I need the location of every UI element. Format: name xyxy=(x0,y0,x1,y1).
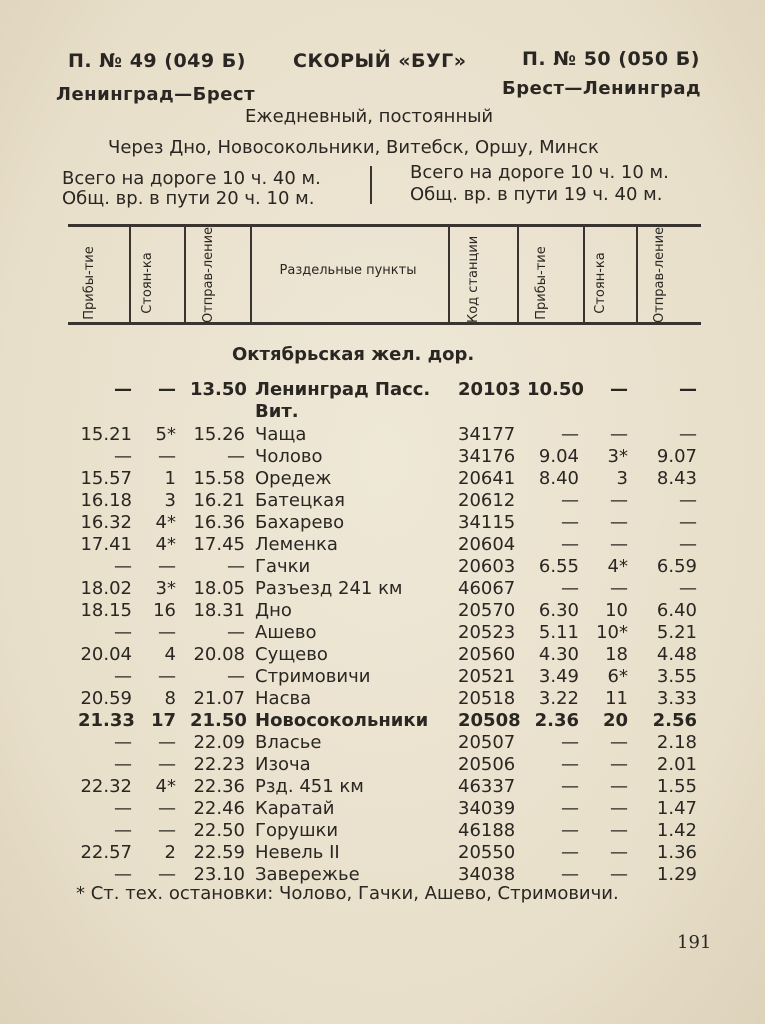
cell-arrival: — xyxy=(114,754,132,775)
cell-arrival: 16.32 xyxy=(80,512,132,533)
right-total-road: Всего на дороге 10 ч. 10 м. xyxy=(410,162,669,183)
schedule-type: Ежедневный, постоянный xyxy=(245,106,494,127)
cell-departure: — xyxy=(227,666,245,687)
cell-station-name: Завережье xyxy=(255,864,360,885)
cell-station-code: 20506 xyxy=(458,754,516,775)
cell-stop-return: 6* xyxy=(607,666,628,687)
cell-departure-return: — xyxy=(679,424,697,445)
cell-stop-return: 10 xyxy=(605,600,628,621)
cell-arrival-return: 3.22 xyxy=(538,688,579,709)
table-row xyxy=(0,534,765,556)
cell-arrival-return: — xyxy=(561,864,579,885)
cell-station-code: 46188 xyxy=(458,820,516,841)
cell-stop: 2 xyxy=(164,842,176,863)
col-header-stop-return: Стоян-ка xyxy=(593,252,608,314)
cell-arrival-return: — xyxy=(561,578,579,599)
cell-departure: 17.45 xyxy=(193,534,245,555)
col-divider xyxy=(583,226,585,324)
cell-stop: 4* xyxy=(155,534,176,555)
cell-departure-return: 2.56 xyxy=(652,710,697,731)
cell-arrival-return: — xyxy=(561,732,579,753)
table-row xyxy=(0,842,765,864)
cell-departure-return: — xyxy=(679,512,697,533)
cell-departure-return: 2.18 xyxy=(656,732,697,753)
right-total-trip: Общ. вр. в пути 19 ч. 40 м. xyxy=(410,184,663,205)
cell-stop: — xyxy=(158,446,176,467)
cell-stop-return: — xyxy=(610,820,628,841)
cell-arrival: 22.32 xyxy=(80,776,132,797)
cell-arrival-return: 6.55 xyxy=(538,556,579,577)
cell-station-code: 34039 xyxy=(458,798,516,819)
cell-departure-return: 6.59 xyxy=(656,556,697,577)
cell-station-name: Гачки xyxy=(255,556,311,577)
cell-station-name: Каратай xyxy=(255,798,335,819)
table-row xyxy=(0,556,765,578)
cell-station-name: Разъезд 241 км xyxy=(255,578,403,599)
cell-stop-return: — xyxy=(610,776,628,797)
cell-arrival: 20.59 xyxy=(80,688,132,709)
col-divider xyxy=(636,226,638,324)
cell-arrival-return: 10.50 xyxy=(527,379,584,400)
col-header-arrival: Прибы-тие xyxy=(82,246,97,320)
table-row xyxy=(0,401,765,423)
cell-arrival-return: — xyxy=(561,490,579,511)
cell-stop: 4* xyxy=(155,512,176,533)
cell-station-code: 20103 xyxy=(458,379,521,400)
col-header-points: Раздельные пункты xyxy=(279,263,417,278)
cell-arrival: 20.04 xyxy=(80,644,132,665)
cell-departure-return: 4.48 xyxy=(656,644,697,665)
cell-departure-return: 1.36 xyxy=(656,842,697,863)
table-row xyxy=(0,622,765,644)
cell-arrival-return: 8.40 xyxy=(538,468,579,489)
cell-departure-return: 1.42 xyxy=(656,820,697,841)
cell-station-name: Оредеж xyxy=(255,468,332,489)
cell-station-code: 20521 xyxy=(458,666,516,687)
left-route: Ленинград—Брест xyxy=(56,84,256,105)
cell-arrival-return: 9.04 xyxy=(538,446,579,467)
cell-departure: 18.31 xyxy=(193,600,245,621)
cell-departure-return: — xyxy=(679,534,697,555)
cell-arrival: 16.18 xyxy=(80,490,132,511)
cell-station-name: Новосокольники xyxy=(255,710,429,731)
cell-station-name: Батецкая xyxy=(255,490,345,511)
cell-departure: 22.59 xyxy=(193,842,245,863)
cell-stop-return: — xyxy=(610,490,628,511)
cell-stop: 5* xyxy=(155,424,176,445)
cell-station-code: 20518 xyxy=(458,688,516,709)
cell-arrival: — xyxy=(114,556,132,577)
col-header-departure: Отправ-ление xyxy=(201,226,216,323)
railway-section-title: Октябрьская жел. дор. xyxy=(232,344,475,365)
cell-station-code: 46067 xyxy=(458,578,516,599)
left-train-number: П. № 49 (049 Б) xyxy=(68,50,246,72)
table-row xyxy=(0,512,765,534)
cell-station-code: 20603 xyxy=(458,556,516,577)
footnote: * Ст. тех. остановки: Чолово, Гачки, Ашево, Стримовичи. xyxy=(76,883,619,904)
col-divider xyxy=(184,226,186,324)
col-header-departure-return: Отправ-ление xyxy=(652,226,667,323)
cell-arrival: 21.33 xyxy=(78,710,135,731)
col-header-arrival-return: Прибы-тие xyxy=(534,246,549,320)
cell-departure-return: 1.55 xyxy=(656,776,697,797)
route-via: Через Дно, Новосокольники, Витебск, Оршу, Минск xyxy=(108,137,599,158)
table-row xyxy=(0,776,765,798)
cell-station-name: Чолово xyxy=(255,446,323,467)
cell-stop: 4 xyxy=(164,644,176,665)
cell-station-code: 20508 xyxy=(458,710,521,731)
cell-arrival: 17.41 xyxy=(80,534,132,555)
table-row xyxy=(0,710,765,732)
cell-station-name: Чаща xyxy=(255,424,307,445)
cell-departure: — xyxy=(227,622,245,643)
cell-arrival: 15.21 xyxy=(80,424,132,445)
cell-station-name: Леменка xyxy=(255,534,338,555)
cell-station-name: Дно xyxy=(255,600,292,621)
cell-stop: 17 xyxy=(150,710,176,731)
cell-station-code: 20570 xyxy=(458,600,516,621)
cell-departure: 22.46 xyxy=(193,798,245,819)
cell-departure-return: 1.47 xyxy=(656,798,697,819)
cell-station-name: Власье xyxy=(255,732,322,753)
cell-departure-return: 6.40 xyxy=(656,600,697,621)
col-divider xyxy=(250,226,252,324)
table-row xyxy=(0,732,765,754)
cell-departure-return: 3.33 xyxy=(656,688,697,709)
cell-arrival-return: — xyxy=(561,820,579,841)
cell-stop-return: 3* xyxy=(607,446,628,467)
cell-departure: 22.36 xyxy=(193,776,245,797)
cell-arrival: — xyxy=(114,798,132,819)
cell-departure: 15.26 xyxy=(193,424,245,445)
cell-station-name: Изоча xyxy=(255,754,311,775)
left-total-trip: Общ. вр. в пути 20 ч. 10 м. xyxy=(62,188,315,209)
cell-stop: — xyxy=(158,556,176,577)
cell-arrival: — xyxy=(114,446,132,467)
table-row xyxy=(0,578,765,600)
cell-station-name: Насва xyxy=(255,688,312,709)
cell-station-name: Горушки xyxy=(255,820,339,841)
cell-departure-return: 1.29 xyxy=(656,864,697,885)
cell-station-code: 34038 xyxy=(458,864,516,885)
cell-station-code: 46337 xyxy=(458,776,516,797)
cell-departure: — xyxy=(227,446,245,467)
cell-stop-return: — xyxy=(610,754,628,775)
cell-stop-return: — xyxy=(610,578,628,599)
cell-stop: — xyxy=(158,754,176,775)
cell-arrival: — xyxy=(114,732,132,753)
table-row xyxy=(0,446,765,468)
col-header-stop: Стоян-ка xyxy=(140,252,155,314)
cell-stop-return: 3 xyxy=(616,468,628,489)
cell-stop: — xyxy=(158,820,176,841)
cell-station-code: 20612 xyxy=(458,490,516,511)
cell-departure: 21.50 xyxy=(190,710,247,731)
cell-station-name: Невель II xyxy=(255,842,340,863)
right-route: Брест—Ленинград xyxy=(502,78,702,99)
cell-stop: 1 xyxy=(164,468,176,489)
cell-stop-return: — xyxy=(610,798,628,819)
right-train-number: П. № 50 (050 Б) xyxy=(522,48,700,70)
cell-stop: 16 xyxy=(153,600,176,621)
cell-stop-return: 18 xyxy=(605,644,628,665)
cell-stop: — xyxy=(158,798,176,819)
left-total-road: Всего на дороге 10 ч. 40 м. xyxy=(62,168,321,189)
cell-station-code: 20507 xyxy=(458,732,516,753)
cell-station-code: 34177 xyxy=(458,424,516,445)
cell-arrival-return: — xyxy=(561,842,579,863)
cell-arrival-return: — xyxy=(561,798,579,819)
cell-arrival: — xyxy=(114,622,132,643)
cell-stop: — xyxy=(158,379,176,400)
cell-arrival-return: — xyxy=(561,512,579,533)
cell-departure-return: 5.21 xyxy=(656,622,697,643)
cell-arrival: 18.15 xyxy=(80,600,132,621)
table-row xyxy=(0,600,765,622)
cell-stop: 3* xyxy=(155,578,176,599)
table-row xyxy=(0,379,765,401)
cell-station-code: 34176 xyxy=(458,446,516,467)
cell-arrival: 18.02 xyxy=(80,578,132,599)
cell-station-name: Стримовичи xyxy=(255,666,371,687)
cell-station-code: 20641 xyxy=(458,468,516,489)
cell-arrival-return: — xyxy=(561,534,579,555)
cell-station-code: 34115 xyxy=(458,512,516,533)
cell-stop-return: 10* xyxy=(596,622,628,643)
cell-station-code: 20604 xyxy=(458,534,516,555)
cell-departure-return: 8.43 xyxy=(656,468,697,489)
cell-arrival: — xyxy=(114,379,132,400)
train-title: СКОРЫЙ «БУГ» xyxy=(293,50,467,72)
cell-departure: 20.08 xyxy=(193,644,245,665)
table-row xyxy=(0,820,765,842)
cell-arrival-return: 3.49 xyxy=(538,666,579,687)
cell-departure: 13.50 xyxy=(190,379,247,400)
cell-station-name: Бахарево xyxy=(255,512,345,533)
cell-departure: 22.50 xyxy=(193,820,245,841)
cell-stop-return: — xyxy=(610,424,628,445)
cell-arrival-return: 6.30 xyxy=(538,600,579,621)
col-divider xyxy=(448,226,450,324)
cell-station-name: Вит. xyxy=(255,401,299,422)
cell-stop: 8 xyxy=(164,688,176,709)
cell-stop-return: — xyxy=(610,534,628,555)
table-row xyxy=(0,644,765,666)
cell-departure-return: — xyxy=(679,490,697,511)
table-row xyxy=(0,424,765,446)
cell-station-code: 20550 xyxy=(458,842,516,863)
page-number: 191 xyxy=(677,932,712,953)
cell-departure: 23.10 xyxy=(193,864,245,885)
header-divider xyxy=(370,166,372,204)
cell-stop-return: 11 xyxy=(605,688,628,709)
cell-arrival: — xyxy=(114,864,132,885)
cell-station-code: 20523 xyxy=(458,622,516,643)
cell-station-name: Ленинград Пасс. xyxy=(255,379,431,400)
cell-departure: 16.21 xyxy=(193,490,245,511)
cell-arrival-return: — xyxy=(561,754,579,775)
cell-arrival: 22.57 xyxy=(80,842,132,863)
cell-stop: 4* xyxy=(155,776,176,797)
cell-departure: 18.05 xyxy=(193,578,245,599)
table-row xyxy=(0,666,765,688)
cell-station-name: Рзд. 451 км xyxy=(255,776,364,797)
cell-departure-return: — xyxy=(679,578,697,599)
cell-stop: — xyxy=(158,666,176,687)
cell-departure-return: 9.07 xyxy=(656,446,697,467)
cell-station-name: Сущево xyxy=(255,644,328,665)
cell-departure-return: 2.01 xyxy=(656,754,697,775)
col-divider xyxy=(129,226,131,324)
cell-arrival-return: — xyxy=(561,776,579,797)
cell-departure-return: 3.55 xyxy=(656,666,697,687)
table-row xyxy=(0,798,765,820)
cell-stop-return: — xyxy=(610,732,628,753)
cell-stop-return: — xyxy=(610,864,628,885)
cell-arrival: 15.57 xyxy=(80,468,132,489)
cell-station-code: 20560 xyxy=(458,644,516,665)
cell-departure-return: — xyxy=(679,379,697,400)
cell-stop-return: — xyxy=(610,842,628,863)
table-row xyxy=(0,468,765,490)
cell-arrival: — xyxy=(114,820,132,841)
cell-departure: 16.36 xyxy=(193,512,245,533)
cell-stop-return: 20 xyxy=(602,710,628,731)
cell-stop: — xyxy=(158,864,176,885)
cell-arrival: — xyxy=(114,666,132,687)
table-row xyxy=(0,490,765,512)
cell-arrival-return: — xyxy=(561,424,579,445)
cell-station-name: Ашево xyxy=(255,622,317,643)
col-divider xyxy=(517,226,519,324)
cell-stop-return: — xyxy=(610,512,628,533)
cell-arrival-return: 4.30 xyxy=(538,644,579,665)
cell-stop: 3 xyxy=(164,490,176,511)
cell-departure: 22.23 xyxy=(193,754,245,775)
cell-departure: 21.07 xyxy=(193,688,245,709)
table-top-rule xyxy=(68,224,701,227)
cell-stop-return: 4* xyxy=(607,556,628,577)
col-header-code: Код станции xyxy=(466,235,481,323)
table-row xyxy=(0,754,765,776)
cell-departure: — xyxy=(227,556,245,577)
cell-stop-return: — xyxy=(610,379,628,400)
cell-departure: 15.58 xyxy=(193,468,245,489)
cell-arrival-return: 2.36 xyxy=(534,710,579,731)
cell-departure: 22.09 xyxy=(193,732,245,753)
cell-arrival-return: 5.11 xyxy=(538,622,579,643)
cell-stop: — xyxy=(158,622,176,643)
table-row xyxy=(0,688,765,710)
cell-stop: — xyxy=(158,732,176,753)
